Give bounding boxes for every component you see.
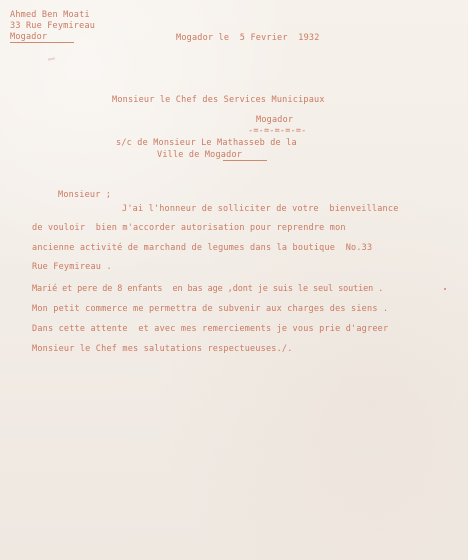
body-line-8: Monsieur le Chef mes salutations respectueuses./.	[32, 344, 293, 354]
body-line-4: Rue Feymireau .	[32, 262, 112, 272]
sender-city: Mogador	[10, 32, 48, 42]
body-line-6: Mon petit commerce me permettra de subvenir aux charges des siens .	[32, 304, 389, 314]
recipient-dashes: -=-=-=-=-=-	[248, 126, 307, 136]
sender-city-underline	[10, 42, 74, 43]
body-line-1: J'ai l'honneur de solliciter de votre bienveillance	[122, 204, 399, 214]
recipient-line-1: Monsieur le Chef des Services Municipaux	[112, 95, 325, 105]
date-line: Mogador le 5 Fevrier 1932	[176, 33, 320, 43]
body-line-7: Dans cette attente et avec mes remerciements je vous prie d'agreer	[32, 324, 389, 334]
recipient-line-2: Mogador	[256, 115, 294, 125]
body-line-3: ancienne activité de marchand de legumes dans la boutique No.33	[32, 243, 373, 253]
body-line-5: Marié et pere de 8 enfants en bas age ,dont je suis le seul soutien .	[32, 284, 384, 294]
body-line-2: de vouloir bien m'accorder autorisation pour reprendre mon	[32, 223, 346, 233]
recipient-line-3: s/c de Monsieur Le Mathasseb de la	[116, 138, 297, 148]
recipient-city-underline	[223, 160, 267, 161]
sender-address: 33 Rue Feymireau	[10, 21, 96, 31]
salutation: Monsieur ;	[58, 190, 112, 200]
recipient-line-4: Ville de Mogador	[157, 150, 243, 160]
ink-dot	[444, 288, 446, 290]
sender-name: Ahmed Ben Moati	[10, 10, 90, 20]
paper-mark	[48, 57, 55, 60]
